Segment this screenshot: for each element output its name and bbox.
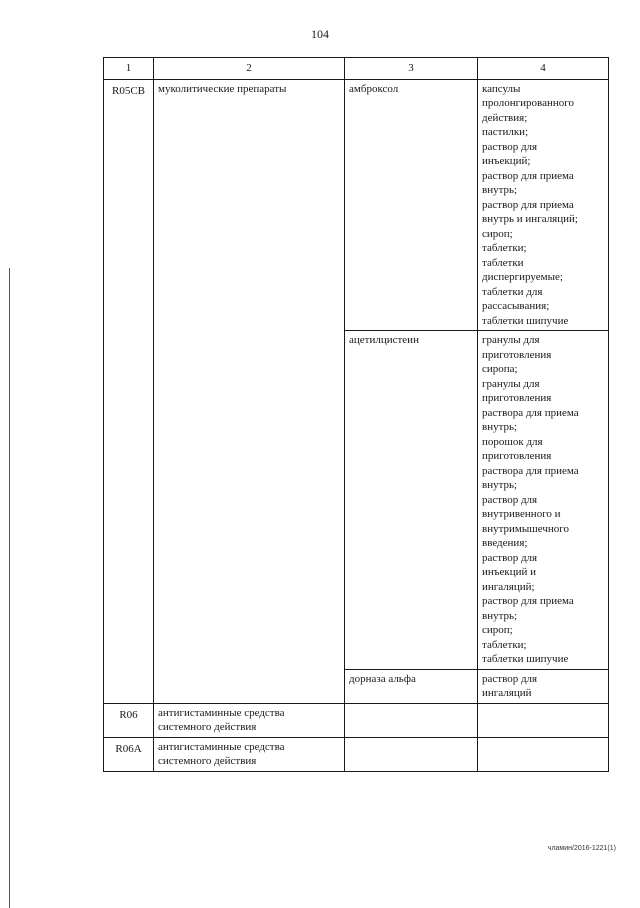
dosage-form-line: сироп; — [482, 227, 513, 240]
dosage-form-line: внутрь; — [482, 479, 518, 491]
dosage-form-line: раствор для — [482, 672, 538, 685]
dosage-forms-empty — [478, 737, 609, 771]
dosage-form-line: таблетки для — [482, 285, 543, 298]
dosage-form-line: раствор для — [482, 551, 538, 564]
dosage-forms — [478, 669, 609, 703]
dosage-form-line: порошок для — [482, 435, 543, 448]
footer-stamp: чламин/2016-1221(1) — [547, 845, 616, 852]
dosage-form-line: раствор для — [482, 140, 538, 153]
dosage-form-line: таблетки; — [482, 242, 527, 254]
dosage-form-line: раствора для приема — [482, 464, 579, 477]
group-name-line: антигистаминные средства — [158, 740, 285, 753]
group-name — [154, 703, 345, 737]
dosage-forms-empty — [478, 703, 609, 737]
atc-code: R06A — [104, 737, 154, 771]
dosage-form-line: сиропа; — [482, 363, 518, 375]
group-name: муколитические препараты — [154, 79, 345, 703]
dosage-form-line: раствор для приема — [482, 595, 574, 607]
drug-name: ацетилцистеин — [345, 331, 478, 670]
table-row — [104, 737, 609, 771]
dosage-form-line: действия; — [482, 111, 528, 124]
group-name-line: антигистаминные средства — [158, 706, 285, 719]
page-number: 104 — [311, 27, 329, 41]
header-row — [104, 58, 609, 80]
dosage-form-line: внутрь; — [482, 184, 518, 196]
dosage-form-line: капсулы — [482, 82, 521, 95]
dosage-form-line: инъекций; — [482, 155, 531, 167]
drug-name: амброксол — [345, 79, 478, 331]
table-row — [104, 703, 609, 737]
drug-name-empty — [345, 737, 478, 771]
dosage-form-line: таблетки шипучие — [482, 653, 569, 665]
dosage-forms — [478, 331, 609, 670]
dosage-form-line: сироп; — [482, 624, 513, 636]
atc-code: R06 — [104, 703, 154, 737]
column-header-1: 1 — [104, 58, 154, 80]
dosage-form-line: пролонгированного — [482, 97, 574, 109]
dosage-form-line: введения; — [482, 537, 528, 549]
scan-margin-line — [9, 268, 10, 908]
column-header-2: 2 — [154, 58, 345, 80]
group-name — [154, 737, 345, 771]
dosage-form-line: таблетки шипучие — [482, 314, 569, 327]
drug-table — [103, 57, 609, 772]
dosage-form-line: ингаляций — [482, 687, 532, 699]
group-name-line: системного действия — [158, 755, 257, 767]
dosage-form-line: ингаляций; — [482, 580, 535, 593]
drug-name: дорназа альфа — [345, 669, 478, 703]
dosage-form-line: внутривенного и — [482, 508, 561, 520]
dosage-form-line: внутрь; — [482, 609, 518, 622]
dosage-form-line: приготовления — [482, 392, 552, 404]
dosage-form-line: таблетки — [482, 256, 524, 269]
dosage-form-line: раствора для приема — [482, 406, 579, 419]
dosage-form-line: раствор для приема — [482, 198, 574, 211]
dosage-form-line: раствор для приема — [482, 169, 574, 182]
dosage-form-line: внутримышечного — [482, 522, 569, 535]
dosage-form-line: инъекций и — [482, 566, 536, 578]
dosage-form-line: пастилки; — [482, 126, 529, 138]
dosage-form-line: приготовления — [482, 450, 552, 462]
dosage-form-line: внутрь; — [482, 421, 518, 433]
column-header-3: 3 — [345, 58, 478, 80]
table-row — [104, 79, 609, 331]
dosage-form-line: приготовления — [482, 348, 552, 361]
atc-code: R05CB — [104, 79, 154, 703]
dosage-form-line: диспергируемые; — [482, 271, 563, 283]
drug-name-empty — [345, 703, 478, 737]
dosage-forms — [478, 79, 609, 331]
dosage-form-line: гранулы для — [482, 334, 540, 346]
group-name-line: системного действия — [158, 721, 257, 733]
dosage-form-line: гранулы для — [482, 377, 540, 390]
dosage-form-line: раствор для — [482, 493, 538, 506]
column-header-4: 4 — [478, 58, 609, 80]
dosage-form-line: таблетки; — [482, 638, 527, 651]
dosage-form-line: рассасывания; — [482, 300, 550, 312]
dosage-form-line: внутрь и ингаляций; — [482, 213, 578, 225]
